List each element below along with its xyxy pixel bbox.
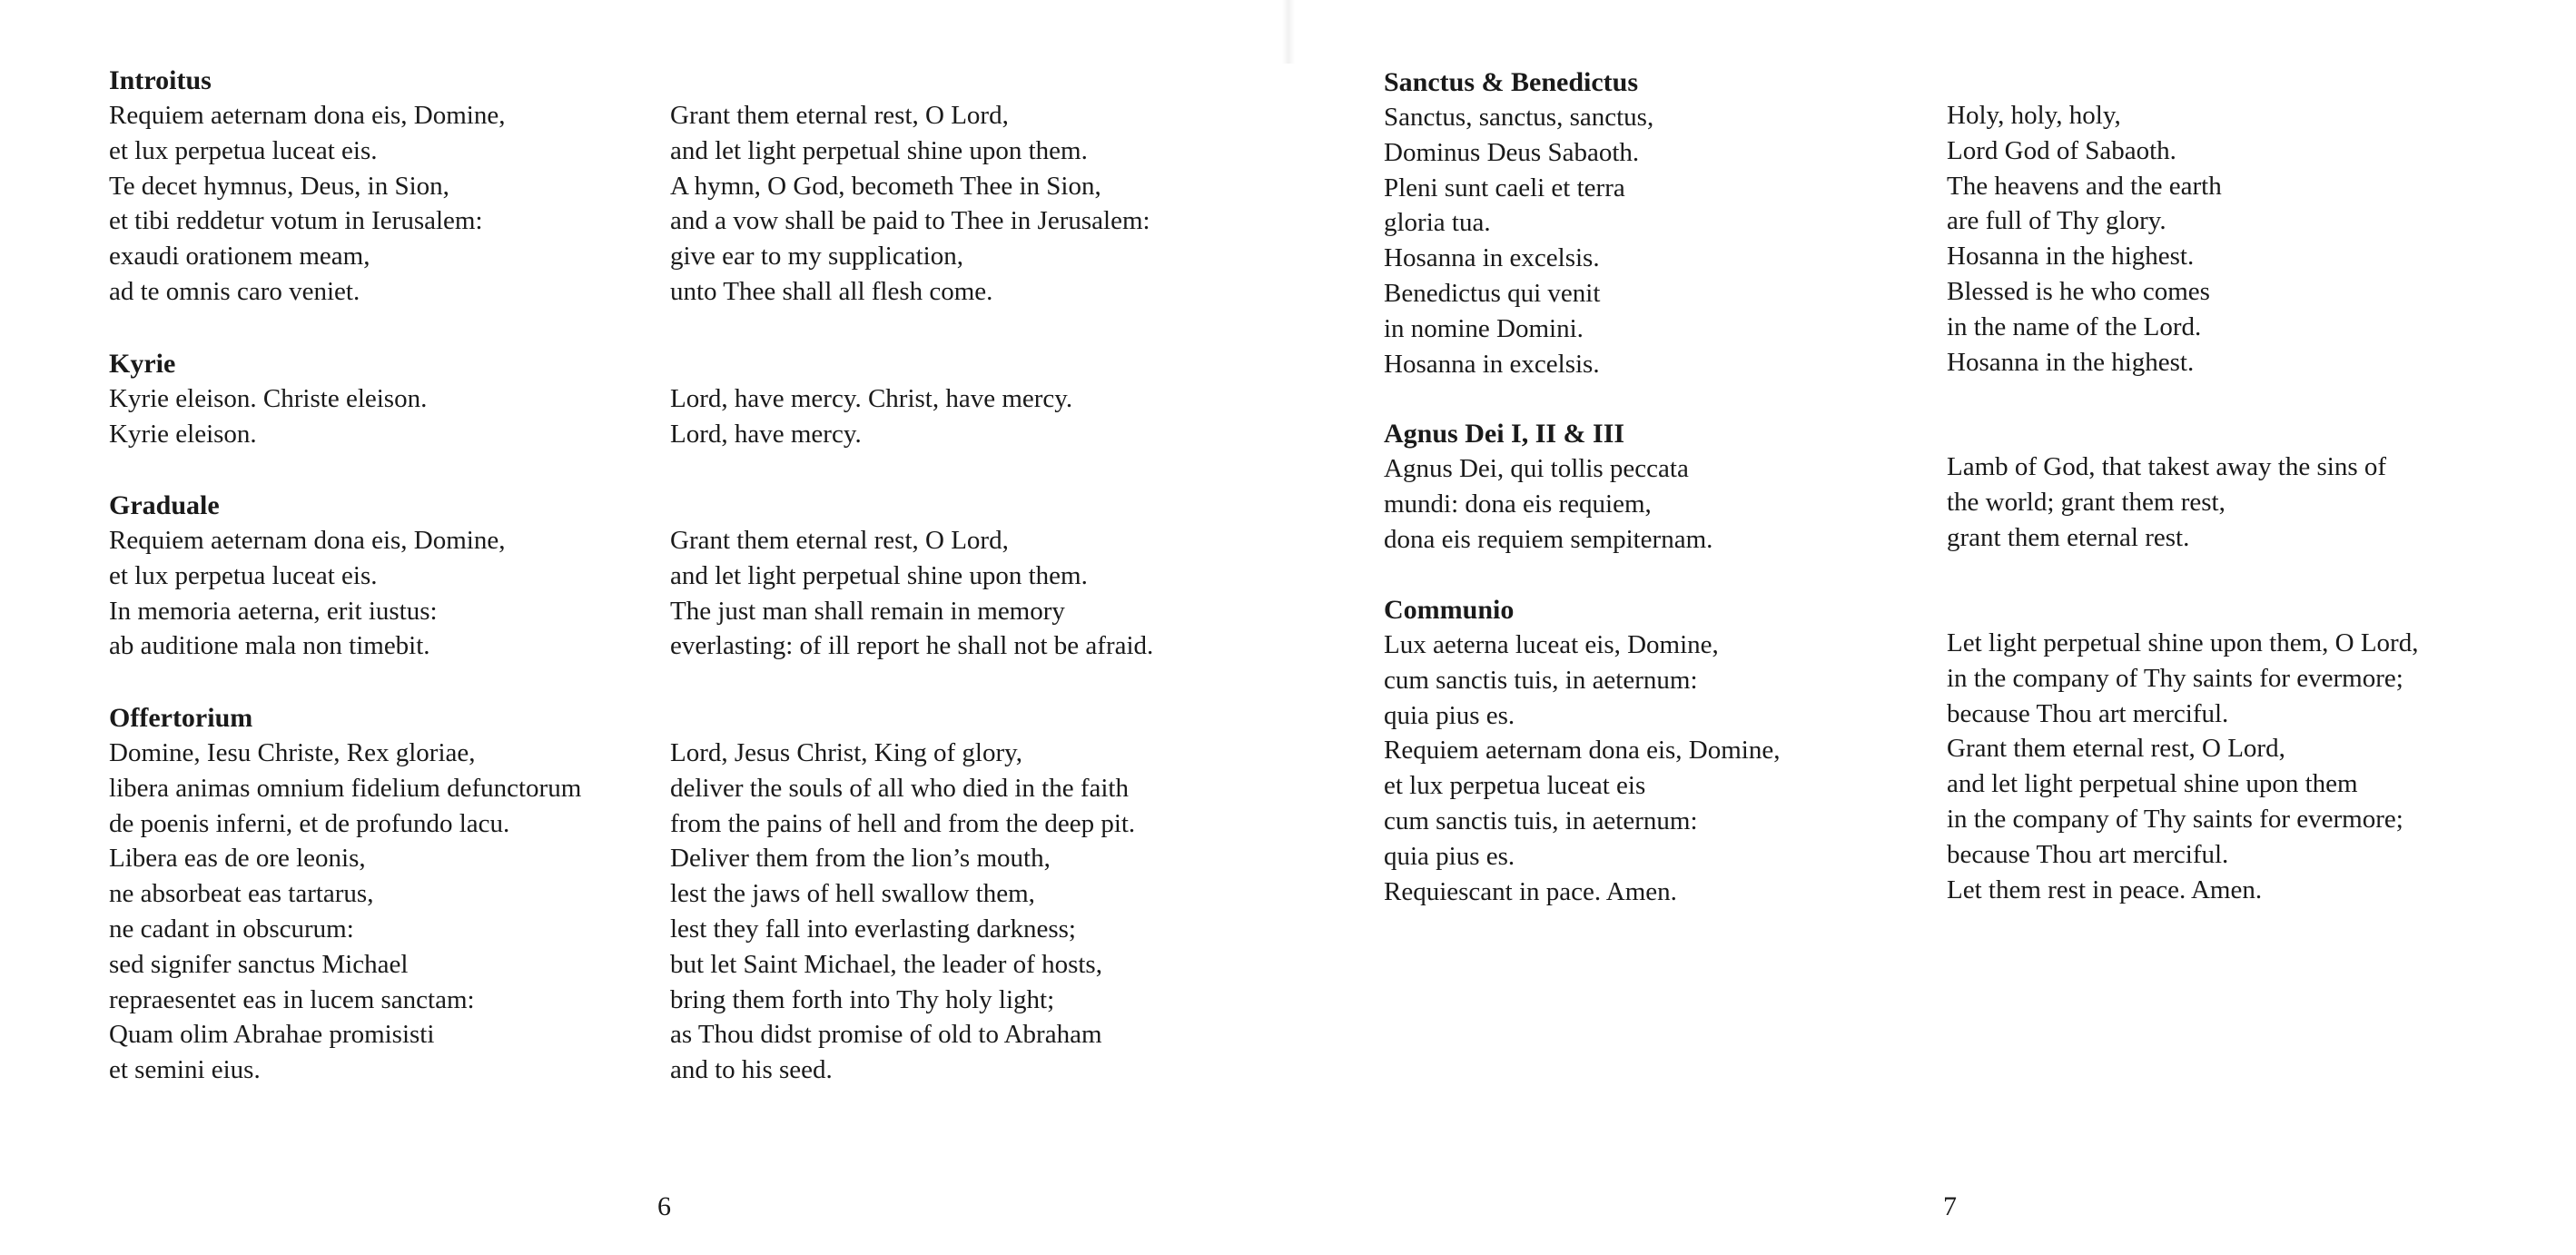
text-line: in nomine Domini. [1384,313,1584,343]
latin-text [1384,628,1938,909]
text-line: lest they fall into everlasting darkness; [670,914,1076,944]
text-line: Hosanna in excelsis. [1384,243,1600,273]
text-line: ne absorbeat eas tartarus, [109,879,374,909]
section-graduale-english [670,523,1269,664]
text-line: A hymn, O God, becometh Thee in Sion, [670,171,1101,201]
text-line: et lux perpetua luceat eis [1384,771,1646,801]
page-number: 7 [1943,1191,1957,1221]
text-line: Sanctus, sanctus, sanctus, [1384,103,1654,132]
text-line: Te decet hymnus, Deus, in Sion, [109,171,449,201]
english-text [670,381,1269,452]
text-line: grant them eternal rest. [1947,522,2190,552]
section-introitus-english [670,98,1269,310]
text-line: deliver the souls of all who died in the faith [670,773,1129,803]
text-line: everlasting: of ill report he shall not be afraid. [670,631,1154,661]
text-line: bring them forth into Thy holy light; [670,984,1055,1014]
section-agnus-dei-english [1947,450,2564,555]
latin-text [109,736,672,1088]
text-line: mundi: dona eis requiem, [1384,489,1652,519]
text-line: Grant them eternal rest, O Lord, [1947,734,2285,764]
text-line: give ear to my supplication, [670,242,963,272]
text-line: Lord God of Sabaoth. [1947,135,2176,165]
page-number: 6 [657,1191,671,1221]
section-heading: Introitus [109,65,212,95]
latin-text [109,381,672,452]
text-line: gloria tua. [1384,208,1491,238]
text-line: Lord, have mercy. Christ, have mercy. [670,384,1073,413]
text-line: in the name of the Lord. [1947,311,2202,341]
section-graduale-latin [109,489,672,664]
text-line: Lux aeterna luceat eis, Domine, [1384,630,1719,659]
text-line: Lamb of God, that takest away the sins of [1947,452,2387,481]
text-line: ne cadant in obscurum: [109,914,354,944]
text-line: libera animas omnium fidelium defunctorum [109,773,582,803]
text-line: Lord, have mercy. [670,419,862,449]
text-line: Hosanna in the highest. [1947,242,2195,272]
english-text [670,98,1269,310]
section-heading: Offertorium [109,703,253,733]
text-line: Domine, Iesu Christe, Rex gloriae, [109,738,476,767]
latin-text [1384,100,1938,381]
section-heading: Sanctus & Benedictus [1384,67,1639,97]
text-line: cum sanctis tuis, in aeternum: [1384,665,1698,695]
text-line: Dominus Deus Sabaoth. [1384,137,1640,167]
text-line: de poenis inferni, et de profundo lacu. [109,808,510,838]
text-line: Quam olim Abrahae promisisti [109,1020,435,1050]
text-line: but let Saint Michael, the leader of hosts, [670,949,1102,979]
section-agnus-dei-latin [1384,417,1938,557]
text-line: The just man shall remain in memory [670,596,1065,626]
text-line: dona eis requiem sempiternam. [1384,524,1713,554]
text-line: lest the jaws of hell swallow them, [670,879,1035,909]
text-line: Grant them eternal rest, O Lord, [670,526,1009,555]
text-line: exaudi orationem meam, [109,242,370,272]
text-line: Requiem aeternam dona eis, Domine, [109,526,506,555]
text-line: Hosanna in excelsis. [1384,349,1600,379]
text-line: Grant them eternal rest, O Lord, [670,101,1009,130]
section-heading: Communio [1384,595,1515,625]
text-line: et lux perpetua luceat eis. [109,135,378,165]
text-line: The heavens and the earth [1947,171,2222,201]
text-line: and let light perpetual shine upon them. [670,560,1088,590]
section-sanctus-english [1947,98,2564,380]
text-line: Blessed is he who comes [1947,276,2210,306]
text-line: Pleni sunt caeli et terra [1384,173,1625,203]
right-page [1288,0,2576,1255]
english-text [1947,450,2564,555]
text-line: et lux perpetua luceat eis. [109,560,378,590]
section-sanctus-latin [1384,65,1938,381]
latin-text [109,98,672,310]
section-kyrie-latin [109,347,672,452]
text-line: Requiem aeternam dona eis, Domine, [1384,736,1781,766]
text-line: as Thou didst promise of old to Abraham [670,1020,1102,1050]
text-line: repraesentet eas in lucem sanctam: [109,984,475,1014]
latin-text [1384,451,1938,557]
text-line: Let light perpetual shine upon them, O Lord, [1947,628,2419,657]
text-line: Libera eas de ore leonis, [109,844,366,874]
section-offertorium-english [670,736,1269,1088]
text-line: sed signifer sanctus Michael [109,949,409,979]
text-line: Lord, Jesus Christ, King of glory, [670,738,1022,767]
english-text [1947,98,2564,380]
english-text [670,736,1269,1088]
text-line: from the pains of hell and from the deep pit. [670,808,1136,838]
text-line: in the company of Thy saints for evermore; [1947,663,2403,693]
text-line: Kyrie eleison. [109,419,257,449]
text-line: Benedictus qui venit [1384,278,1601,308]
text-line: and a vow shall be paid to Thee in Jerusalem: [670,206,1150,236]
text-line: are full of Thy glory. [1947,206,2166,236]
text-line: ad te omnis caro veniet. [109,276,360,306]
section-offertorium-latin [109,701,672,1088]
text-line: Requiescant in pace. Amen. [1384,876,1677,906]
text-line: quia pius es. [1384,700,1515,730]
english-text [670,523,1269,664]
text-line: the world; grant them rest, [1947,487,2226,517]
text-line: cum sanctis tuis, in aeternum: [1384,805,1698,835]
text-line: in the company of Thy saints for evermore; [1947,804,2403,834]
text-line: Deliver them from the lion’s mouth, [670,844,1051,874]
text-line: unto Thee shall all flesh come. [670,276,993,306]
section-heading: Kyrie [109,349,176,379]
text-line: because Thou art merciful. [1947,839,2229,869]
text-line: Requiem aeternam dona eis, Domine, [109,101,506,130]
text-line: et semini eius. [109,1055,261,1085]
text-line: and let light perpetual shine upon them. [670,135,1088,165]
text-line: Kyrie eleison. Christe eleison. [109,384,428,413]
latin-text [109,523,672,664]
text-line: Agnus Dei, qui tollis peccata [1384,454,1689,483]
text-line: because Thou art merciful. [1947,698,2229,728]
section-kyrie-english [670,381,1269,452]
text-line: and let light perpetual shine upon them [1947,769,2358,799]
text-line: In memoria aeterna, erit iustus: [109,596,438,626]
text-line: and to his seed. [670,1055,833,1085]
section-communio-english [1947,626,2564,907]
text-line: Hosanna in the highest. [1947,347,2195,377]
english-text [1947,626,2564,907]
text-line: ab auditione mala non timebit. [109,631,430,661]
section-heading: Agnus Dei I, II & III [1384,419,1625,449]
section-heading: Graduale [109,490,220,520]
text-line: Holy, holy, holy, [1947,101,2121,130]
section-introitus-latin [109,64,672,310]
text-line: quia pius es. [1384,841,1515,871]
text-line: et tibi reddetur votum in Ierusalem: [109,206,483,236]
section-communio-latin [1384,593,1938,909]
text-line: Let them rest in peace. Amen. [1947,875,2263,904]
